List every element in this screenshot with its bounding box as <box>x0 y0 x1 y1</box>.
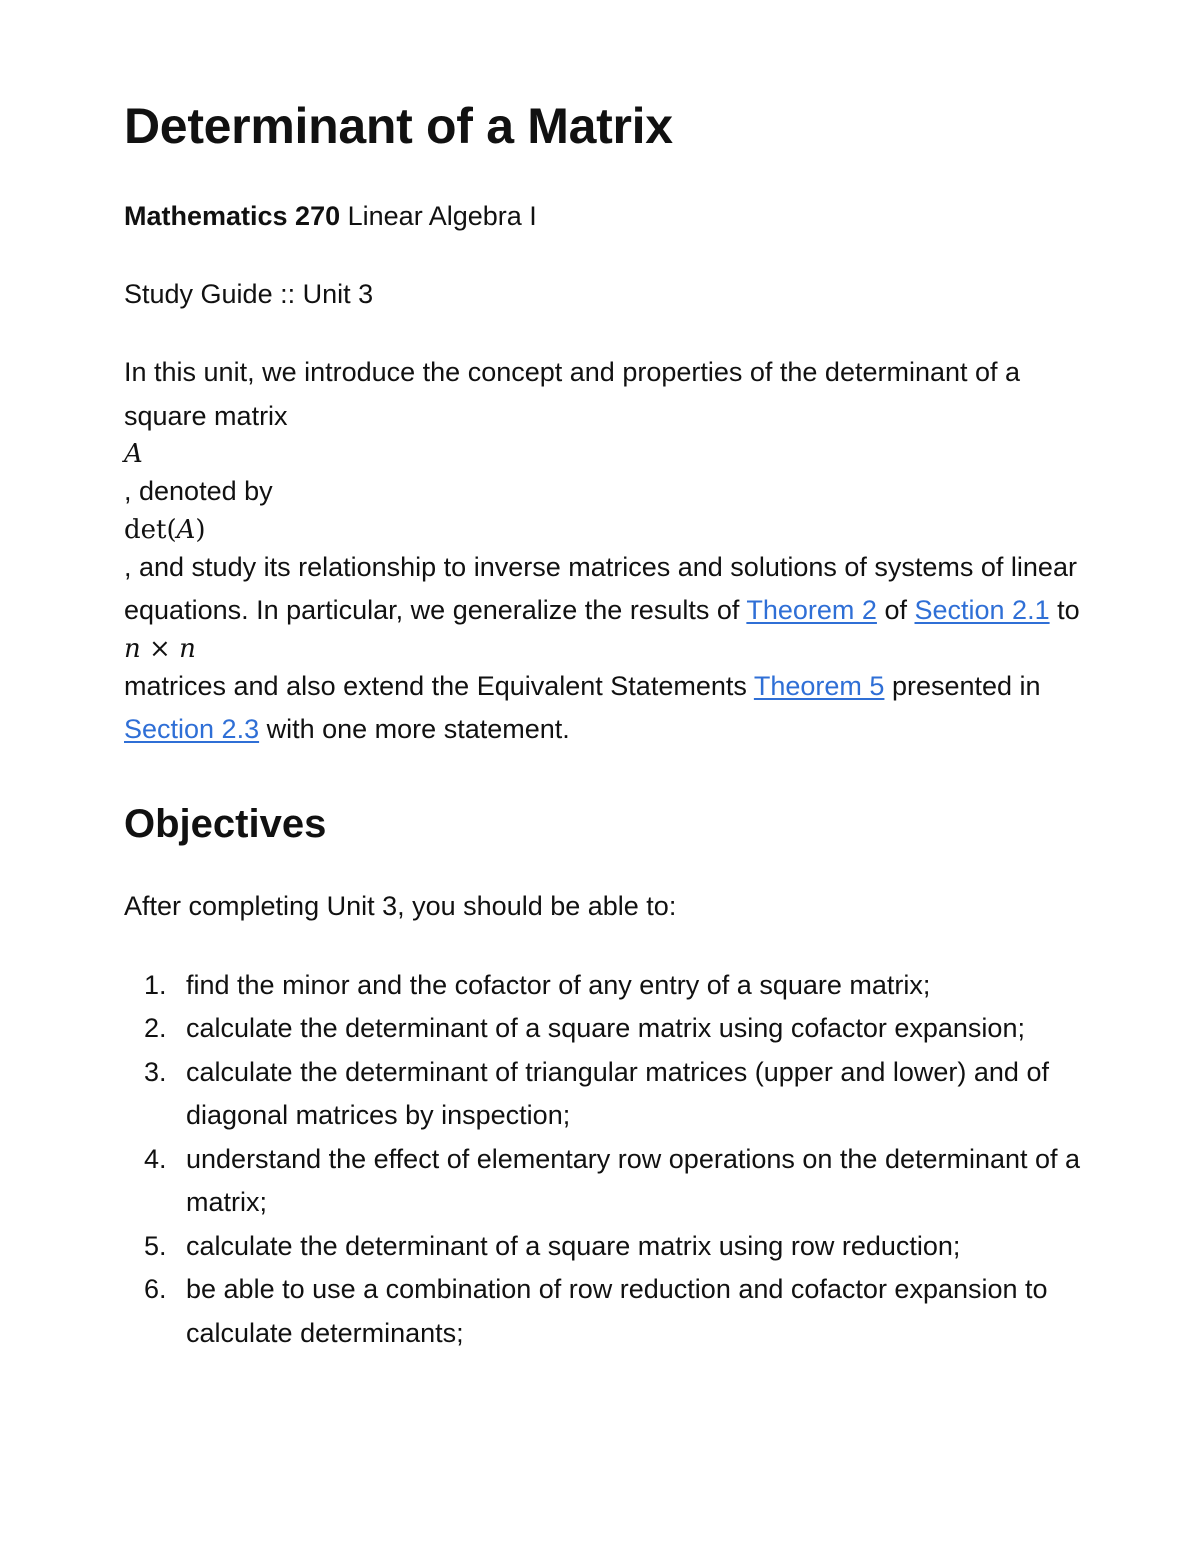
math-paren-close: ) <box>195 514 206 545</box>
objectives-lead: After completing Unit 3, you should be able to: <box>124 890 677 921</box>
list-item-number: 2. <box>144 1013 167 1043</box>
intro-text-1: In this unit, we introduce the concept and properties of the determinant of a square matrix <box>124 357 1021 431</box>
list-item-text: calculate the determinant of triangular matrices (upper and lower) and of diagonal matrices by inspection; <box>186 1056 1049 1130</box>
math-times: × <box>149 633 171 664</box>
objectives-list <box>124 964 1084 1356</box>
list-item <box>124 1007 1084 1051</box>
intro-text-2: , denoted by <box>124 476 273 506</box>
list-item-number: 4. <box>144 1143 167 1174</box>
list-item-number: 1. <box>144 969 167 1000</box>
study-guide-label: Study Guide :: Unit 3 <box>124 279 374 309</box>
intro-text-8: with one more statement. <box>266 714 570 744</box>
page-title: Determinant of a Matrix <box>124 98 673 154</box>
math-paren-open: ( <box>166 514 177 545</box>
list-item-text: understand the effect of elementary row operations on the determinant of a matrix; <box>186 1143 1081 1217</box>
math-matrix-a <box>124 438 1084 470</box>
list-item-text: calculate the determinant of a square matrix using row reduction; <box>186 1230 961 1261</box>
math-det-fn: det <box>124 514 167 545</box>
intro-text-3: , and study its relationship to inverse matrices and solutions of systems of linear equations. In particular, we generalize the results of <box>124 551 1077 625</box>
objectives-heading: Objectives <box>124 801 327 846</box>
intro-text-5: to <box>1057 595 1080 625</box>
list-item <box>124 1051 1084 1138</box>
math-n-first: n <box>124 633 141 664</box>
math-det-a <box>124 514 1084 546</box>
link-section-2-3[interactable]: Section 2.3 <box>124 714 260 744</box>
intro-text-4: of <box>884 595 907 625</box>
list-item <box>124 1268 1084 1355</box>
list-item-text: find the minor and the cofactor of any entry of a square matrix; <box>186 969 931 1000</box>
list-item-number: 3. <box>144 1056 167 1087</box>
intro-text-7: presented in <box>891 670 1041 701</box>
list-item-number: 6. <box>144 1274 167 1304</box>
list-item <box>124 1225 1084 1269</box>
course-code: Mathematics 270 <box>124 201 341 231</box>
document-page <box>124 96 1084 1355</box>
list-item-text: calculate the determinant of a square matrix using cofactor expansion; <box>186 1013 1025 1043</box>
course-line <box>124 198 1084 234</box>
math-symbol-a: A <box>124 439 143 469</box>
link-section-2-1[interactable]: Section 2.1 <box>914 595 1050 625</box>
math-n-second: n <box>179 633 196 664</box>
list-item-number: 5. <box>144 1230 167 1261</box>
course-name: Linear Algebra I <box>347 201 537 231</box>
math-det-arg: A <box>176 514 196 545</box>
link-theorem-5[interactable]: Theorem 5 <box>753 670 885 701</box>
math-n-by-n <box>124 633 1084 665</box>
list-item <box>124 1138 1084 1225</box>
list-item-text: be able to use a combination of row reduction and cofactor expansion to calculate determinants; <box>186 1274 1048 1348</box>
intro-paragraph <box>124 351 1084 752</box>
list-item <box>124 964 1084 1008</box>
link-theorem-2[interactable]: Theorem 2 <box>746 595 877 625</box>
intro-text-6: matrices and also extend the Equivalent Statements <box>124 670 747 701</box>
